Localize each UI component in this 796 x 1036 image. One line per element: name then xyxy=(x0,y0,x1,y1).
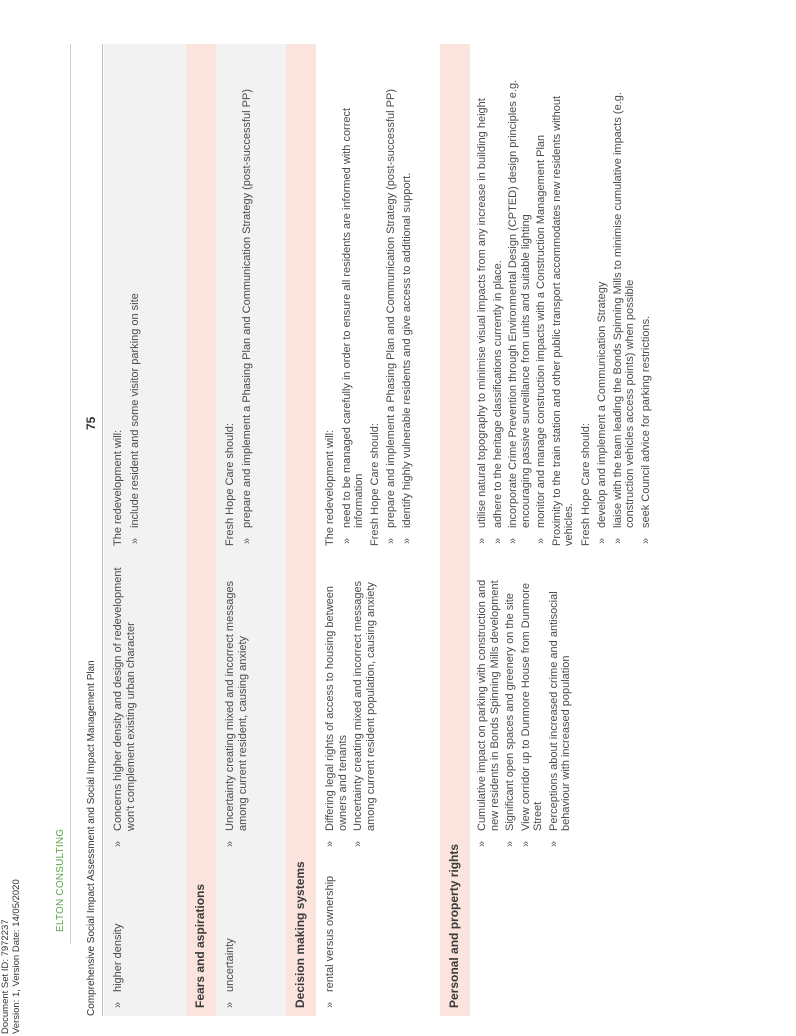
section-title: Decision making systems xyxy=(293,861,307,1008)
list-item: » monitor and manage construction impacts with a Construction Management Plan xyxy=(535,51,548,546)
list-item: » Cumulative impact on parking with construction and new residents in Bonds Spinning Mills development xyxy=(476,564,501,849)
list-item: » need to be managed carefully in order to ensure all residents are informed with correct information xyxy=(341,51,366,546)
list-item: » uncertainty xyxy=(224,860,237,1010)
section-header xyxy=(440,44,470,1016)
mitigation-cell xyxy=(224,51,256,546)
section-header xyxy=(186,44,216,1016)
document-id-block xyxy=(0,879,22,1036)
list-item: » Differing legal rights of access to housing between owners and tenants xyxy=(324,564,349,849)
factor-cell xyxy=(224,860,240,1010)
margin-rule xyxy=(70,44,71,944)
page-number: 75 xyxy=(84,416,98,430)
list-item: » Significant open spaces and greenery on the site xyxy=(504,564,517,849)
mitigation-text: Proximity to the train station and other public transport accommodates new residents without vehicles. xyxy=(550,95,575,546)
brand-label: ELTON CONSULTING xyxy=(55,828,66,932)
list-item: » liaise with the team leading the Bonds Spinning Mills to minimise cumulative impacts (e.g. construction vehicles access points) when possible xyxy=(612,51,637,546)
mitigation-lead: Fresh Hope Care should: xyxy=(224,423,236,546)
document-id: Document Set ID: 7972237 xyxy=(0,919,11,1034)
document-version: Version: 1, Version Date: 14/05/2020 xyxy=(11,879,22,1034)
page-footer xyxy=(80,44,103,1016)
list-item: » include resident and some visitor parking on site xyxy=(129,51,142,546)
list-item: » utilise natural topography to minimise visual impacts from any increase in building height xyxy=(476,51,489,546)
section-title: Personal and property rights xyxy=(447,843,461,1008)
impact-cell xyxy=(224,564,252,849)
list-item: » higher density xyxy=(112,860,125,1010)
impact-cell xyxy=(476,564,576,849)
mitigation-cell xyxy=(324,51,416,546)
list-item: » Perceptions about increased crime and antisocial behaviour with increased population xyxy=(548,564,573,849)
footer-title: Comprehensive Social Impact Assessment and Social Impact Management Plan xyxy=(86,660,97,1016)
rotated-table-page xyxy=(80,44,786,1016)
list-item: » prepare and implement a Phasing Plan and Communication Strategy (post-successful PP) xyxy=(385,51,398,546)
factor-cell xyxy=(112,860,128,1010)
list-item: » develop and implement a Communication Strategy xyxy=(596,51,609,546)
list-item: » Uncertainty creating mixed and incorrect messages among current resident population, causing anxiety xyxy=(352,564,377,849)
list-item: » Uncertainty creating mixed and incorrect messages among current resident, causing anxiety xyxy=(224,564,249,849)
section-title: Fears and aspirations xyxy=(193,883,207,1008)
mitigation-lead: The redevelopment will: xyxy=(324,429,336,546)
list-item: » adhere to the heritage classifications currently in place. xyxy=(492,51,505,546)
list-item: » rental versus ownership xyxy=(324,860,337,1010)
table-row xyxy=(316,44,440,1016)
impact-cell xyxy=(324,564,380,849)
list-item: » prepare and implement a Phasing Plan and Communication Strategy (post-successful PP) xyxy=(241,51,254,546)
table-row xyxy=(470,44,786,1016)
mitigation-lead: The redevelopment will: xyxy=(112,429,124,546)
section-header xyxy=(286,44,316,1016)
table-row xyxy=(104,44,186,1016)
mitigation-cell xyxy=(476,51,655,546)
list-item: » seek Council advice for parking restrictions. xyxy=(640,51,653,546)
impact-cell xyxy=(112,564,140,849)
list-item: » incorporate Crime Prevention through Environmental Design (CPTED) design principles e.g. encouraging passive surveillance from units and suitable lighting xyxy=(507,51,532,546)
list-item: » identify highly vulnerable residents and give access to additional support. xyxy=(401,51,414,546)
factor-cell xyxy=(324,860,340,1010)
list-item: » View corridor up to Dunmore House from Dunmore Street xyxy=(520,564,545,849)
list-item: » Concerns higher density and design of redevelopment won't complement existing urban character xyxy=(112,564,137,849)
mitigation-lead: Fresh Hope Care should: xyxy=(368,423,381,546)
table-row xyxy=(216,44,286,1016)
mitigation-lead: Fresh Hope Care should: xyxy=(579,423,592,546)
mitigation-cell xyxy=(112,51,144,546)
